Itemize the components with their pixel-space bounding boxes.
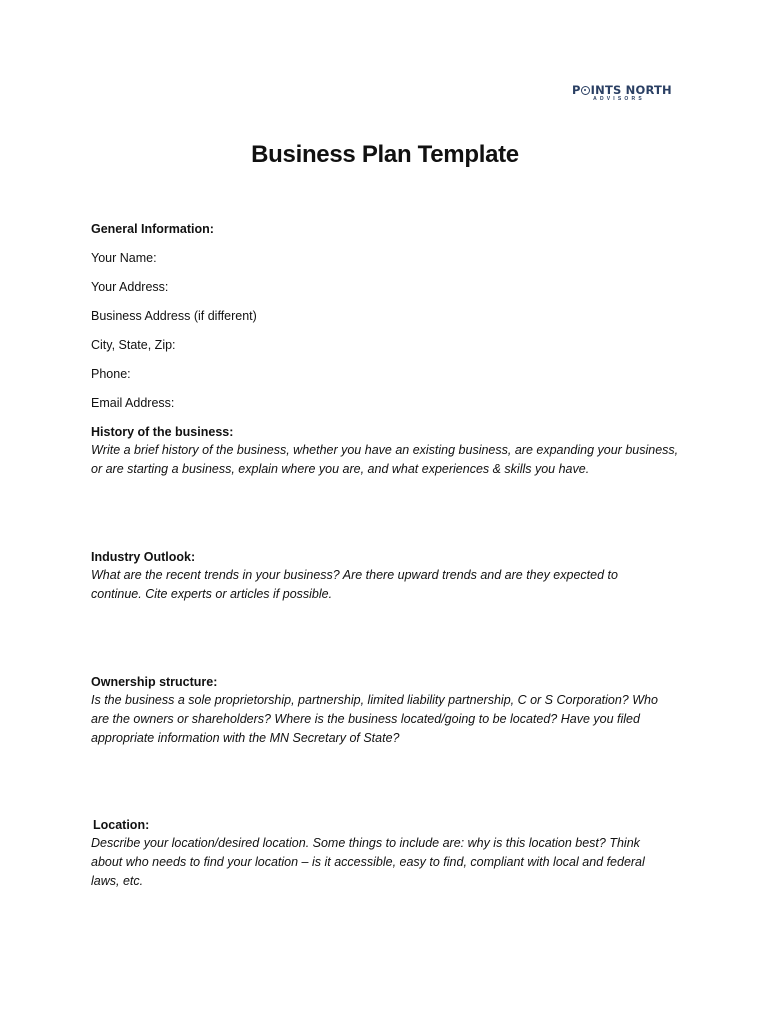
section-history-line: Write a brief history of the business, whether you have an existing business, are expanding your business, [91,443,679,457]
section-ownership-line: are the owners or shareholders? Where is the business located/going to be located? Have you filed [91,712,640,726]
page-title: Business Plan Template [251,141,519,168]
company-logo [572,83,672,103]
section-ownership-line: appropriate information with the MN Secretary of State? [91,731,400,745]
field-city-state-zip: City, State, Zip: [91,338,176,352]
field-your-address: Your Address: [91,280,169,294]
field-phone: Phone: [91,367,131,381]
section-history-line: or are starting a business, explain where you are, and what experiences & skills you have. [91,462,590,476]
general-info-heading: General Information: [91,222,214,236]
field-business-address: Business Address (if different) [91,309,257,323]
field-your-name: Your Name: [91,251,157,265]
section-location-heading: Location: [93,818,150,832]
section-industry-line: What are the recent trends in your business? Are there upward trends and are they expected to [91,568,618,582]
logo-wordmark [572,83,672,97]
section-industry-heading: Industry Outlook: [91,550,196,564]
logo-subtitle: ADVISORS [593,96,645,102]
section-location-line: Describe your location/desired location. Some things to include are: why is this location best? Think [91,836,640,850]
section-ownership-heading: Ownership structure: [91,675,218,689]
section-history-heading: History of the business: [91,425,234,439]
section-location-line: laws, etc. [91,874,144,888]
section-industry-line: continue. Cite experts or articles if possible. [91,587,333,601]
compass-icon [581,86,590,95]
section-ownership-line: Is the business a sole proprietorship, partnership, limited liability partnership, C or S Corporation? Who [91,693,658,707]
field-email: Email Address: [91,396,175,410]
section-location-line: about who needs to find your location – is it accessible, easy to find, compliant with local and federal [91,855,645,869]
logo-letter: P [572,83,581,97]
logo-text: INTS NORTH [590,83,672,97]
